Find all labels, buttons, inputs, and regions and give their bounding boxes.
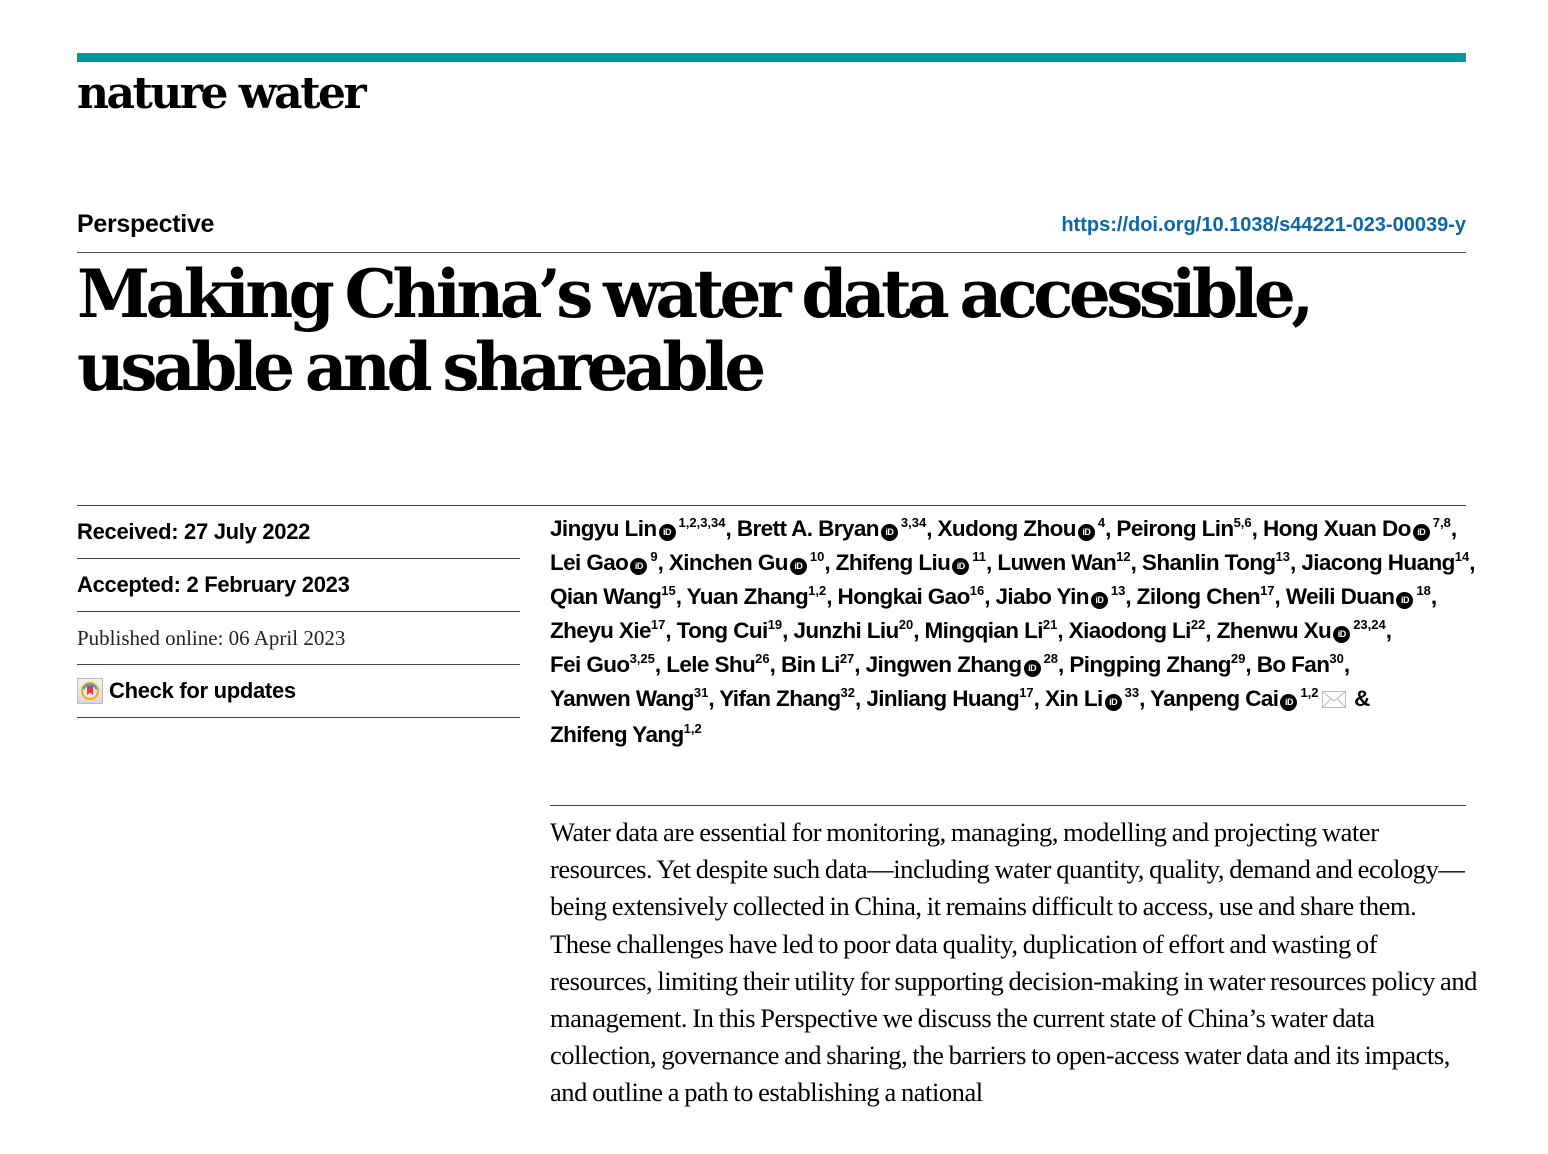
author-name[interactable]: Yanwen Wang — [550, 686, 694, 711]
author-item — [550, 550, 658, 575]
author-separator: , — [782, 618, 794, 643]
check-for-updates-button[interactable] — [77, 665, 520, 718]
author-item — [925, 618, 1058, 643]
author-separator: , — [708, 686, 720, 711]
author-name[interactable]: Xudong Zhou — [937, 516, 1076, 541]
affiliation-superscript[interactable]: 1,2 — [1300, 685, 1319, 700]
affiliation-superscript[interactable]: 4 — [1097, 515, 1106, 530]
orcid-icon[interactable]: iD — [1105, 694, 1122, 711]
affiliation-superscript[interactable]: 17 — [650, 617, 666, 632]
affiliation-superscript[interactable]: 14 — [1454, 549, 1470, 564]
author-separator: , — [1058, 652, 1070, 677]
author-separator: , — [769, 652, 781, 677]
author-item — [550, 652, 655, 677]
divider — [550, 805, 1466, 806]
author-name[interactable]: Jiacong Huang — [1301, 550, 1455, 575]
author-item — [666, 652, 769, 677]
author-item — [550, 516, 726, 541]
author-name[interactable]: Zheyu Xie — [550, 618, 651, 643]
author-item — [550, 584, 676, 609]
article-title: Making China’s water data accessible, usable and shareable — [77, 255, 1310, 406]
author-item — [687, 584, 827, 609]
orcid-icon[interactable]: iD — [1413, 524, 1430, 541]
article-dates-panel — [77, 506, 520, 718]
author-item — [1142, 550, 1290, 575]
author-item — [781, 652, 854, 677]
author-separator: , — [1125, 584, 1137, 609]
orcid-icon[interactable]: iD — [659, 524, 676, 541]
journal-logo[interactable]: nature water — [77, 68, 365, 119]
affiliation-superscript[interactable]: 27 — [839, 651, 855, 666]
author-separator: , — [1245, 652, 1257, 677]
author-item — [1286, 584, 1431, 609]
author-name[interactable]: Fei Guo — [550, 652, 630, 677]
author-separator: , — [1057, 618, 1069, 643]
author-name[interactable]: Jiabo Yin — [995, 584, 1089, 609]
author-name[interactable]: Weili Duan — [1285, 584, 1395, 609]
author-name[interactable]: Brett A. Bryan — [736, 516, 879, 541]
received-date: Received: 27 July 2022 — [77, 506, 520, 559]
author-name[interactable]: Jingwen Zhang — [865, 652, 1022, 677]
author-separator: , — [913, 618, 925, 643]
author-name[interactable]: Xinchen Gu — [668, 550, 788, 575]
affiliation-superscript[interactable]: 29 — [1230, 651, 1246, 666]
author-separator: , — [855, 686, 867, 711]
author-separator: , — [1385, 618, 1392, 643]
author-item — [1116, 516, 1251, 541]
author-separator: , — [657, 550, 669, 575]
orcid-icon[interactable]: iD — [1078, 524, 1095, 541]
orcid-icon[interactable]: iD — [1280, 694, 1297, 711]
orcid-icon[interactable]: iD — [790, 558, 807, 575]
author-item — [719, 686, 855, 711]
author-item — [550, 722, 702, 747]
author-separator: , — [675, 584, 687, 609]
author-item — [938, 516, 1106, 541]
orcid-icon[interactable]: iD — [1091, 592, 1108, 609]
author-name[interactable]: Zhifeng Yang — [550, 722, 684, 747]
check-for-updates-icon — [77, 678, 103, 704]
affiliation-superscript[interactable]: 12 — [1116, 549, 1131, 564]
author-item — [866, 686, 1033, 711]
author-separator: , — [1469, 550, 1475, 575]
author-separator: , — [1274, 584, 1286, 609]
author-separator: , — [654, 652, 667, 677]
accepted-date: Accepted: 2 February 2023 — [77, 559, 520, 612]
affiliation-superscript[interactable]: 22 — [1190, 617, 1206, 632]
author-item — [793, 618, 913, 643]
author-item — [1301, 550, 1469, 575]
orcid-icon[interactable]: iD — [881, 524, 898, 541]
doi-link[interactable]: https://doi.org/10.1038/s44221-023-00039-y — [1061, 214, 1466, 236]
affiliation-superscript[interactable]: 1,2 — [808, 583, 827, 598]
author-name[interactable]: Zilong Chen — [1136, 584, 1261, 609]
author-name[interactable]: Shanlin Tong — [1141, 550, 1276, 575]
author-name[interactable]: Qian Wang — [550, 584, 662, 609]
author-name[interactable]: Peirong Lin — [1116, 516, 1234, 541]
author-separator: , — [1290, 550, 1302, 575]
author-item — [550, 618, 665, 643]
orcid-icon[interactable]: iD — [1396, 592, 1413, 609]
author-item — [1263, 516, 1451, 541]
affiliation-superscript[interactable]: 3,25 — [629, 651, 655, 666]
affiliation-superscript[interactable]: 26 — [755, 651, 770, 666]
affiliation-superscript[interactable]: 23,24 — [1353, 617, 1386, 632]
author-name[interactable]: Zhifeng Liu — [835, 550, 951, 575]
affiliation-superscript[interactable]: 18 — [1416, 583, 1431, 598]
author-item — [1045, 686, 1139, 711]
author-item — [838, 584, 985, 609]
affiliation-superscript[interactable]: 30 — [1329, 651, 1344, 666]
author-list — [550, 512, 1480, 752]
affiliation-superscript[interactable]: 15 — [661, 583, 676, 598]
affiliation-superscript[interactable]: 21 — [1042, 617, 1058, 632]
author-name[interactable]: Bo Fan — [1256, 652, 1330, 677]
orcid-icon[interactable]: iD — [630, 558, 647, 575]
author-name[interactable]: Xiaodong Li — [1068, 618, 1191, 643]
email-icon[interactable] — [1322, 684, 1346, 718]
author-name[interactable]: Bin Li — [780, 652, 840, 677]
check-for-updates-label: Check for updates — [109, 678, 296, 703]
author-separator: , — [986, 550, 998, 575]
affiliation-superscript[interactable]: 16 — [969, 583, 985, 598]
author-separator: , — [1251, 516, 1263, 541]
author-item — [1137, 584, 1275, 609]
affiliation-superscript[interactable]: 28 — [1043, 651, 1059, 666]
divider — [77, 252, 1466, 253]
author-separator: , — [725, 516, 737, 541]
author-name[interactable]: Hong Xuan Do — [1262, 516, 1411, 541]
affiliation-superscript[interactable]: 1,2 — [683, 721, 702, 736]
affiliation-superscript[interactable]: 11 — [972, 549, 987, 564]
affiliation-superscript[interactable]: 19 — [767, 617, 783, 632]
author-name[interactable]: Lei Gao — [550, 550, 629, 575]
affiliation-superscript[interactable]: 10 — [809, 549, 825, 564]
author-item — [677, 618, 782, 643]
journal-accent-bar — [77, 53, 1466, 62]
author-item — [1257, 652, 1344, 677]
author-item — [996, 584, 1126, 609]
author-separator: , — [1105, 516, 1117, 541]
affiliation-superscript[interactable]: 17 — [1260, 583, 1275, 598]
author-item — [1069, 652, 1245, 677]
author-name[interactable]: Hongkai Gao — [837, 584, 970, 609]
author-name[interactable]: Jingyu Lin — [550, 516, 657, 541]
affiliation-superscript[interactable]: 13 — [1110, 583, 1126, 598]
affiliation-superscript[interactable]: 31 — [693, 685, 709, 700]
author-item — [1069, 618, 1206, 643]
author-separator: , — [854, 652, 866, 677]
affiliation-superscript[interactable]: 13 — [1275, 549, 1290, 564]
affiliation-superscript[interactable]: 17 — [1019, 685, 1034, 700]
author-name[interactable]: Lele Shu — [666, 652, 756, 677]
author-name[interactable]: Mingqian Li — [924, 618, 1043, 643]
affiliation-superscript[interactable]: 7,8 — [1432, 515, 1451, 530]
author-item — [550, 686, 708, 711]
author-name[interactable]: Junzhi Liu — [793, 618, 899, 643]
author-name[interactable]: Zhenwu Xu — [1216, 618, 1332, 643]
author-item — [737, 516, 926, 541]
author-separator: , — [926, 516, 938, 541]
author-name[interactable]: Luwen Wan — [997, 550, 1117, 575]
author-separator: , — [826, 584, 838, 609]
published-date: Published online: 06 April 2023 — [77, 612, 520, 665]
orcid-icon[interactable]: iD — [952, 558, 969, 575]
author-separator: , — [1033, 686, 1045, 711]
author-item — [1217, 618, 1386, 643]
article-type-label: Perspective — [77, 210, 215, 238]
author-name[interactable]: Yifan Zhang — [719, 686, 841, 711]
author-separator: , — [1450, 516, 1457, 541]
author-name[interactable]: Yuan Zhang — [686, 584, 809, 609]
author-separator: , — [1430, 584, 1437, 609]
author-separator: & — [1348, 686, 1370, 711]
affiliation-superscript[interactable]: 33 — [1124, 685, 1140, 700]
author-name[interactable]: Yanpeng Cai — [1150, 686, 1279, 711]
author-item — [866, 652, 1058, 677]
author-separator: , — [824, 550, 836, 575]
affiliation-superscript[interactable]: 20 — [898, 617, 914, 632]
author-separator: , — [665, 618, 677, 643]
abstract-text: Water data are essential for monitoring, managing, modelling and projecting water resources. Yet despite such data—including water quantity, quality, demand and ecology—being extensively collected in China, it remains difficult to access, use and share them. These challenges have led to poor data quality, duplication of effort and wasting of resources, limiting their utility for supporting decision-making in water resources policy and management. In this Perspective we discuss the current state of China’s water data collection, governance and sharing, the barriers to open-access water data and its impacts, and outline a path to establishing a national — [550, 817, 1477, 1108]
affiliation-superscript[interactable]: 3,34 — [900, 515, 927, 530]
author-item — [1150, 686, 1349, 711]
orcid-icon[interactable]: iD — [1333, 626, 1350, 643]
affiliation-superscript[interactable]: 1,2,3,34 — [678, 515, 726, 530]
author-item — [997, 550, 1130, 575]
author-item — [836, 550, 986, 575]
author-separator: , — [1343, 652, 1350, 677]
author-name[interactable]: Xin Li — [1044, 686, 1103, 711]
author-separator: , — [984, 584, 996, 609]
author-name[interactable]: Pingping Zhang — [1069, 652, 1231, 677]
author-separator: , — [1205, 618, 1217, 643]
orcid-icon[interactable]: iD — [1024, 660, 1041, 677]
affiliation-superscript[interactable]: 32 — [840, 685, 856, 700]
author-name[interactable]: Jinliang Huang — [866, 686, 1020, 711]
author-name[interactable]: Tong Cui — [676, 618, 768, 643]
affiliation-superscript[interactable]: 9 — [650, 549, 658, 564]
author-item — [669, 550, 824, 575]
affiliation-superscript[interactable]: 5,6 — [1233, 515, 1252, 530]
author-separator: , — [1130, 550, 1142, 575]
author-separator: , — [1139, 686, 1150, 711]
